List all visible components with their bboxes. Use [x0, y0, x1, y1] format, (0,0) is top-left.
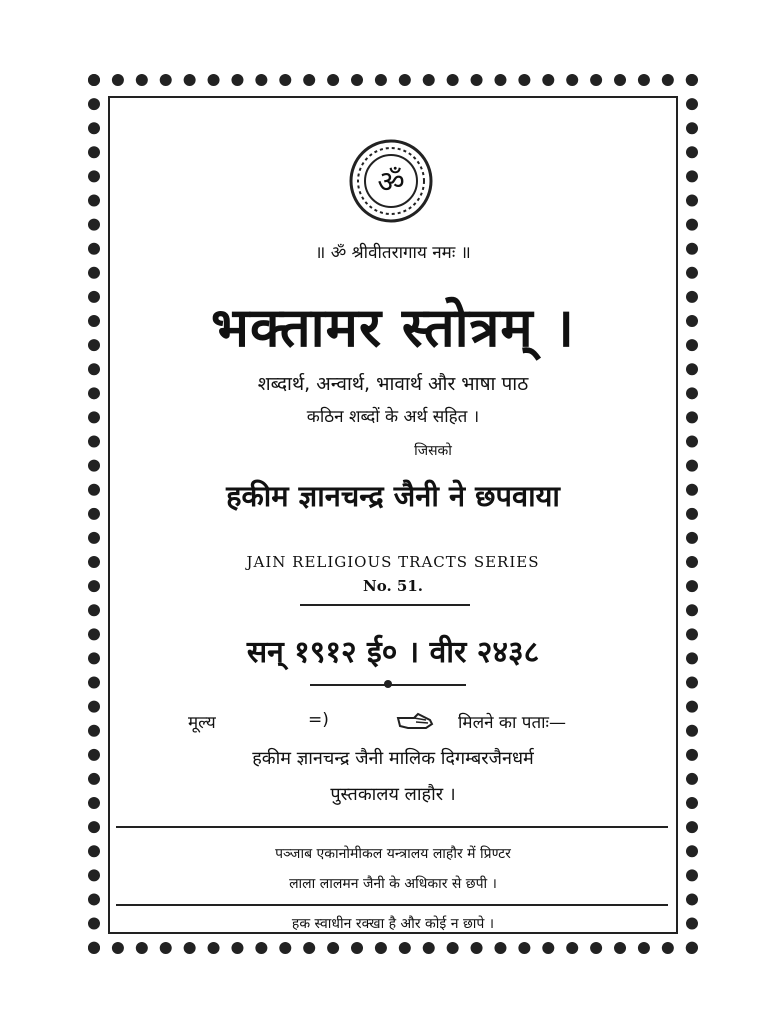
subtitle-line-1: शब्दार्थ, अन्वार्थ, भावार्थ और भाषा पाठ	[257, 373, 529, 395]
printer-line-1: पञ्जाब एकानोमीकल यन्त्रालय लाहौर में प्रिण्टर	[275, 846, 511, 862]
library-line: पुस्तकालय लाहौर ।	[330, 784, 456, 805]
subtitle-line-2: कठिन शब्दों के अर्थ सहित ।	[306, 407, 480, 427]
series-number: No. 51.	[363, 577, 423, 595]
om-symbol: ॐ	[377, 165, 405, 200]
price-label: मूल्य	[188, 713, 216, 733]
pointing-hand-icon	[396, 710, 434, 734]
page-title: भक्तामर स्तोत्रम् ।	[211, 295, 575, 359]
page-content	[110, 98, 676, 932]
rights-notice: हक स्वाधीन रक्खा है और कोई न छापे ।	[291, 916, 495, 932]
publisher-line: हकीम ज्ञानचन्द्र जैनी ने छपवाया	[226, 479, 560, 513]
imprint-bottom-rule	[116, 904, 668, 906]
price-value: =)	[308, 710, 329, 730]
imprint-top-rule	[116, 826, 668, 828]
owner-line: हकीम ज्ञानचन्द्र जैनी मालिक दिगम्बरजैनधर्म	[252, 748, 534, 769]
address-label: मिलने का पताः—	[458, 713, 566, 733]
printer-line-2: लाला लालमन जैनी के अधिकार से छपी ।	[289, 876, 497, 892]
series-name: JAIN RELIGIOUS TRACTS SERIES	[246, 553, 540, 571]
divider-1	[300, 604, 470, 606]
publication-year: सन् १९१२ ई० । वीर २४३८	[246, 635, 540, 670]
invocation-line: ॥ ॐ श्रीवीतरागाय नमः ॥	[315, 243, 471, 263]
price-row	[188, 710, 658, 736]
divider-dot	[384, 680, 392, 688]
om-seal-icon	[348, 138, 434, 224]
jisko-text: जिसको	[414, 443, 452, 459]
